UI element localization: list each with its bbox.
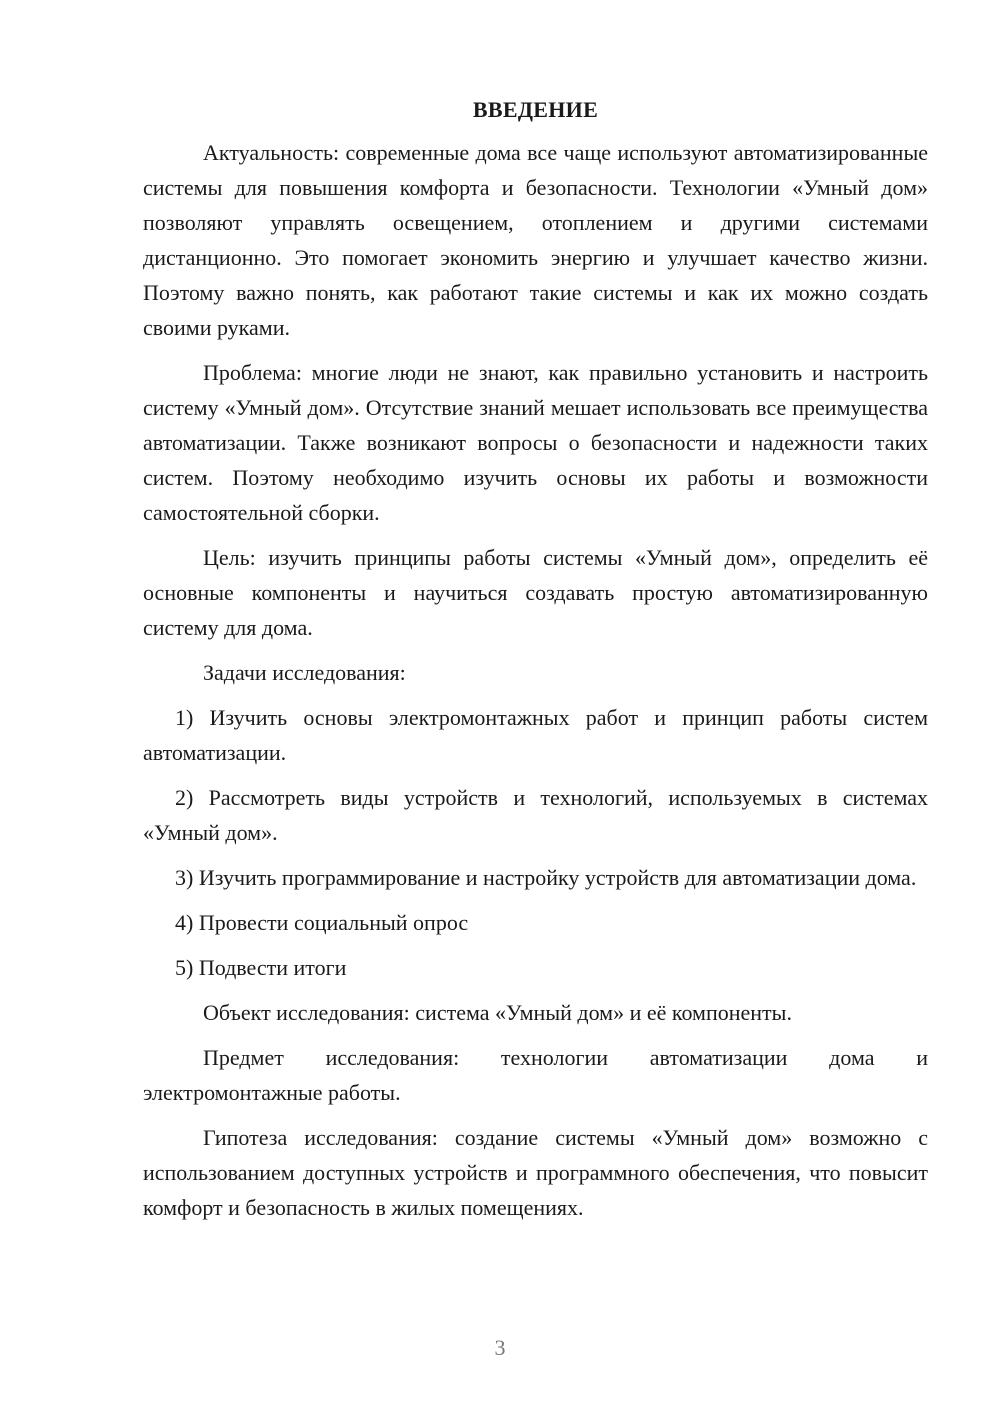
paragraph-object: Объект исследования: система «Умный дом» и её компоненты.: [203, 1000, 792, 1025]
document-page: [143, 92, 928, 1235]
task-item-2: 2) Рассмотреть виды устройств и технологий, используемых в системах «Умный дом».: [143, 785, 928, 845]
tasks-title: Задачи исследования:: [203, 660, 406, 685]
page-number: 3: [494, 1335, 506, 1360]
paragraph-subject: Предмет исследования: технологии автоматизации дома и электромонтажные работы.: [143, 1045, 928, 1105]
paragraph-problem: Проблема: многие люди не знают, как правильно установить и настроить систему «Умный дом». Отсутствие знаний мешает использовать все преимущества автоматизации. Также возникают вопросы о безопасности и надежности таких систем. Поэтому необходимо изучить основы их работы и возможности самостоятельной сборки.: [143, 360, 928, 525]
task-item-3: 3) Изучить программирование и настройку устройств для автоматизации дома.: [175, 865, 917, 890]
section-heading: ВВЕДЕНИЕ: [472, 97, 599, 122]
task-item-4: 4) Провести социальный опрос: [175, 910, 469, 935]
task-item-1: 1) Изучить основы электромонтажных работ и принцип работы систем автоматизации.: [143, 705, 928, 765]
paragraph-hypothesis: Гипотеза исследования: создание системы «Умный дом» возможно с использованием доступных устройств и программного обеспечения, что повысит комфорт и безопасность в жилых помещениях.: [143, 1125, 928, 1220]
paragraph-goal: Цель: изучить принципы работы системы «Умный дом», определить её основные компоненты и научиться создавать простую автоматизированную систему для дома.: [143, 545, 928, 640]
task-item-5: 5) Подвести итоги: [175, 955, 347, 980]
paragraph-relevance: Актуальность: современные дома все чаще используют автоматизированные системы для повышения комфорта и безопасности. Технологии «Умный дом» позволяют управлять освещением, отоплением и другими системами дистанционно. Это помогает экономить энергию и улучшает качество жизни. Поэтому важно понять, как работают такие системы и как их можно создать своими руками.: [143, 140, 928, 340]
